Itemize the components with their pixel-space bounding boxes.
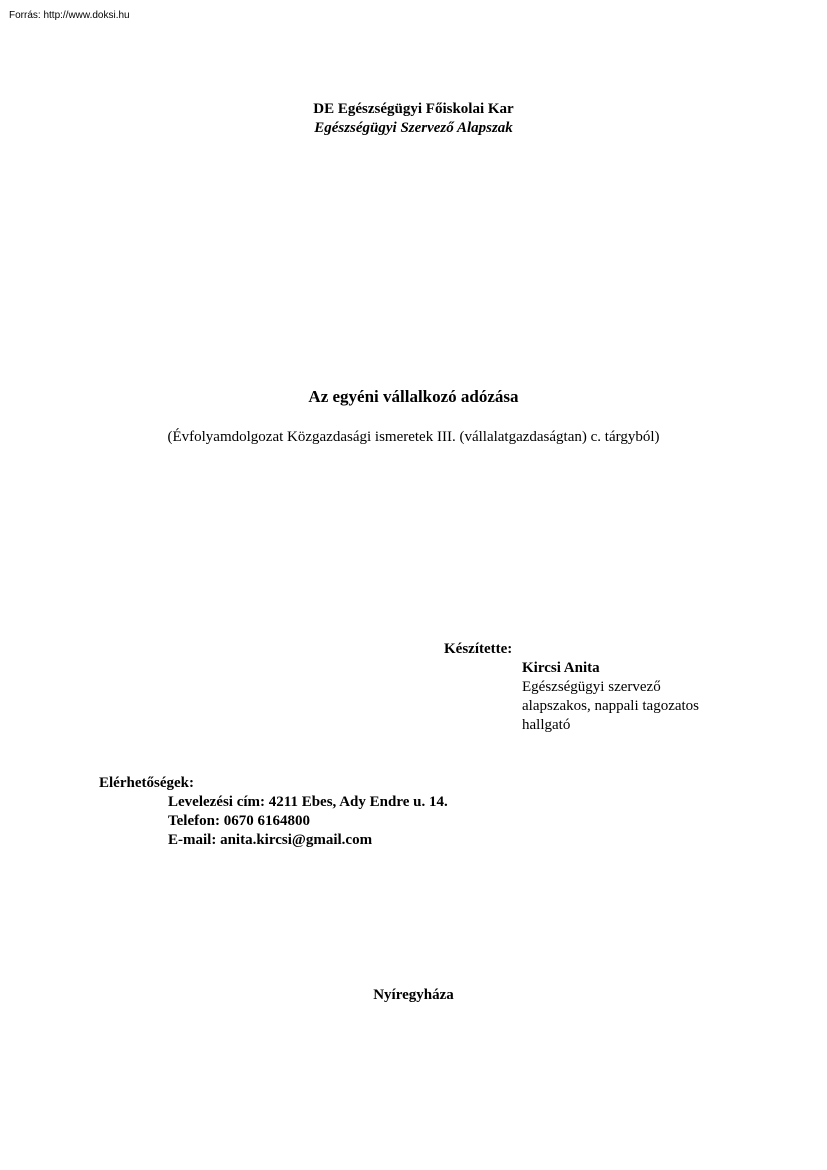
prepared-by-label: Készítette: [444,641,513,657]
author-name: Kircsi Anita [522,660,600,676]
city-name: Nyíregyháza [373,987,454,1003]
phone-number: Telefon: 0670 6164800 [168,813,310,829]
program-name: Egészségügyi Szervező Alapszak [314,120,513,136]
author-description-line: alapszakos, nappali tagozatos [522,698,700,714]
author-description-line: Egészségügyi szervező [522,679,661,695]
source-note: Forrás: http://www.doksi.hu [9,10,130,21]
email-address: E-mail: anita.kircsi@gmail.com [168,832,373,848]
document-subtitle: (Évfolyamdolgozat Közgazdasági ismeretek III. (vállalatgazdaságtan) c. tárgyból) [167,429,660,445]
author-block [522,659,699,735]
contacts-block [168,793,448,850]
contacts-label: Elérhetőségek: [99,775,194,791]
author-description-line: hallgató [522,717,571,733]
postal-address: Levelezési cím: 4211 Ebes, Ady Endre u. 14. [168,794,448,810]
faculty-name: DE Egészségügyi Főiskolai Kar [313,101,514,117]
document-title: Az egyéni vállalkozó adózása [308,387,519,406]
institution-header [0,100,827,138]
